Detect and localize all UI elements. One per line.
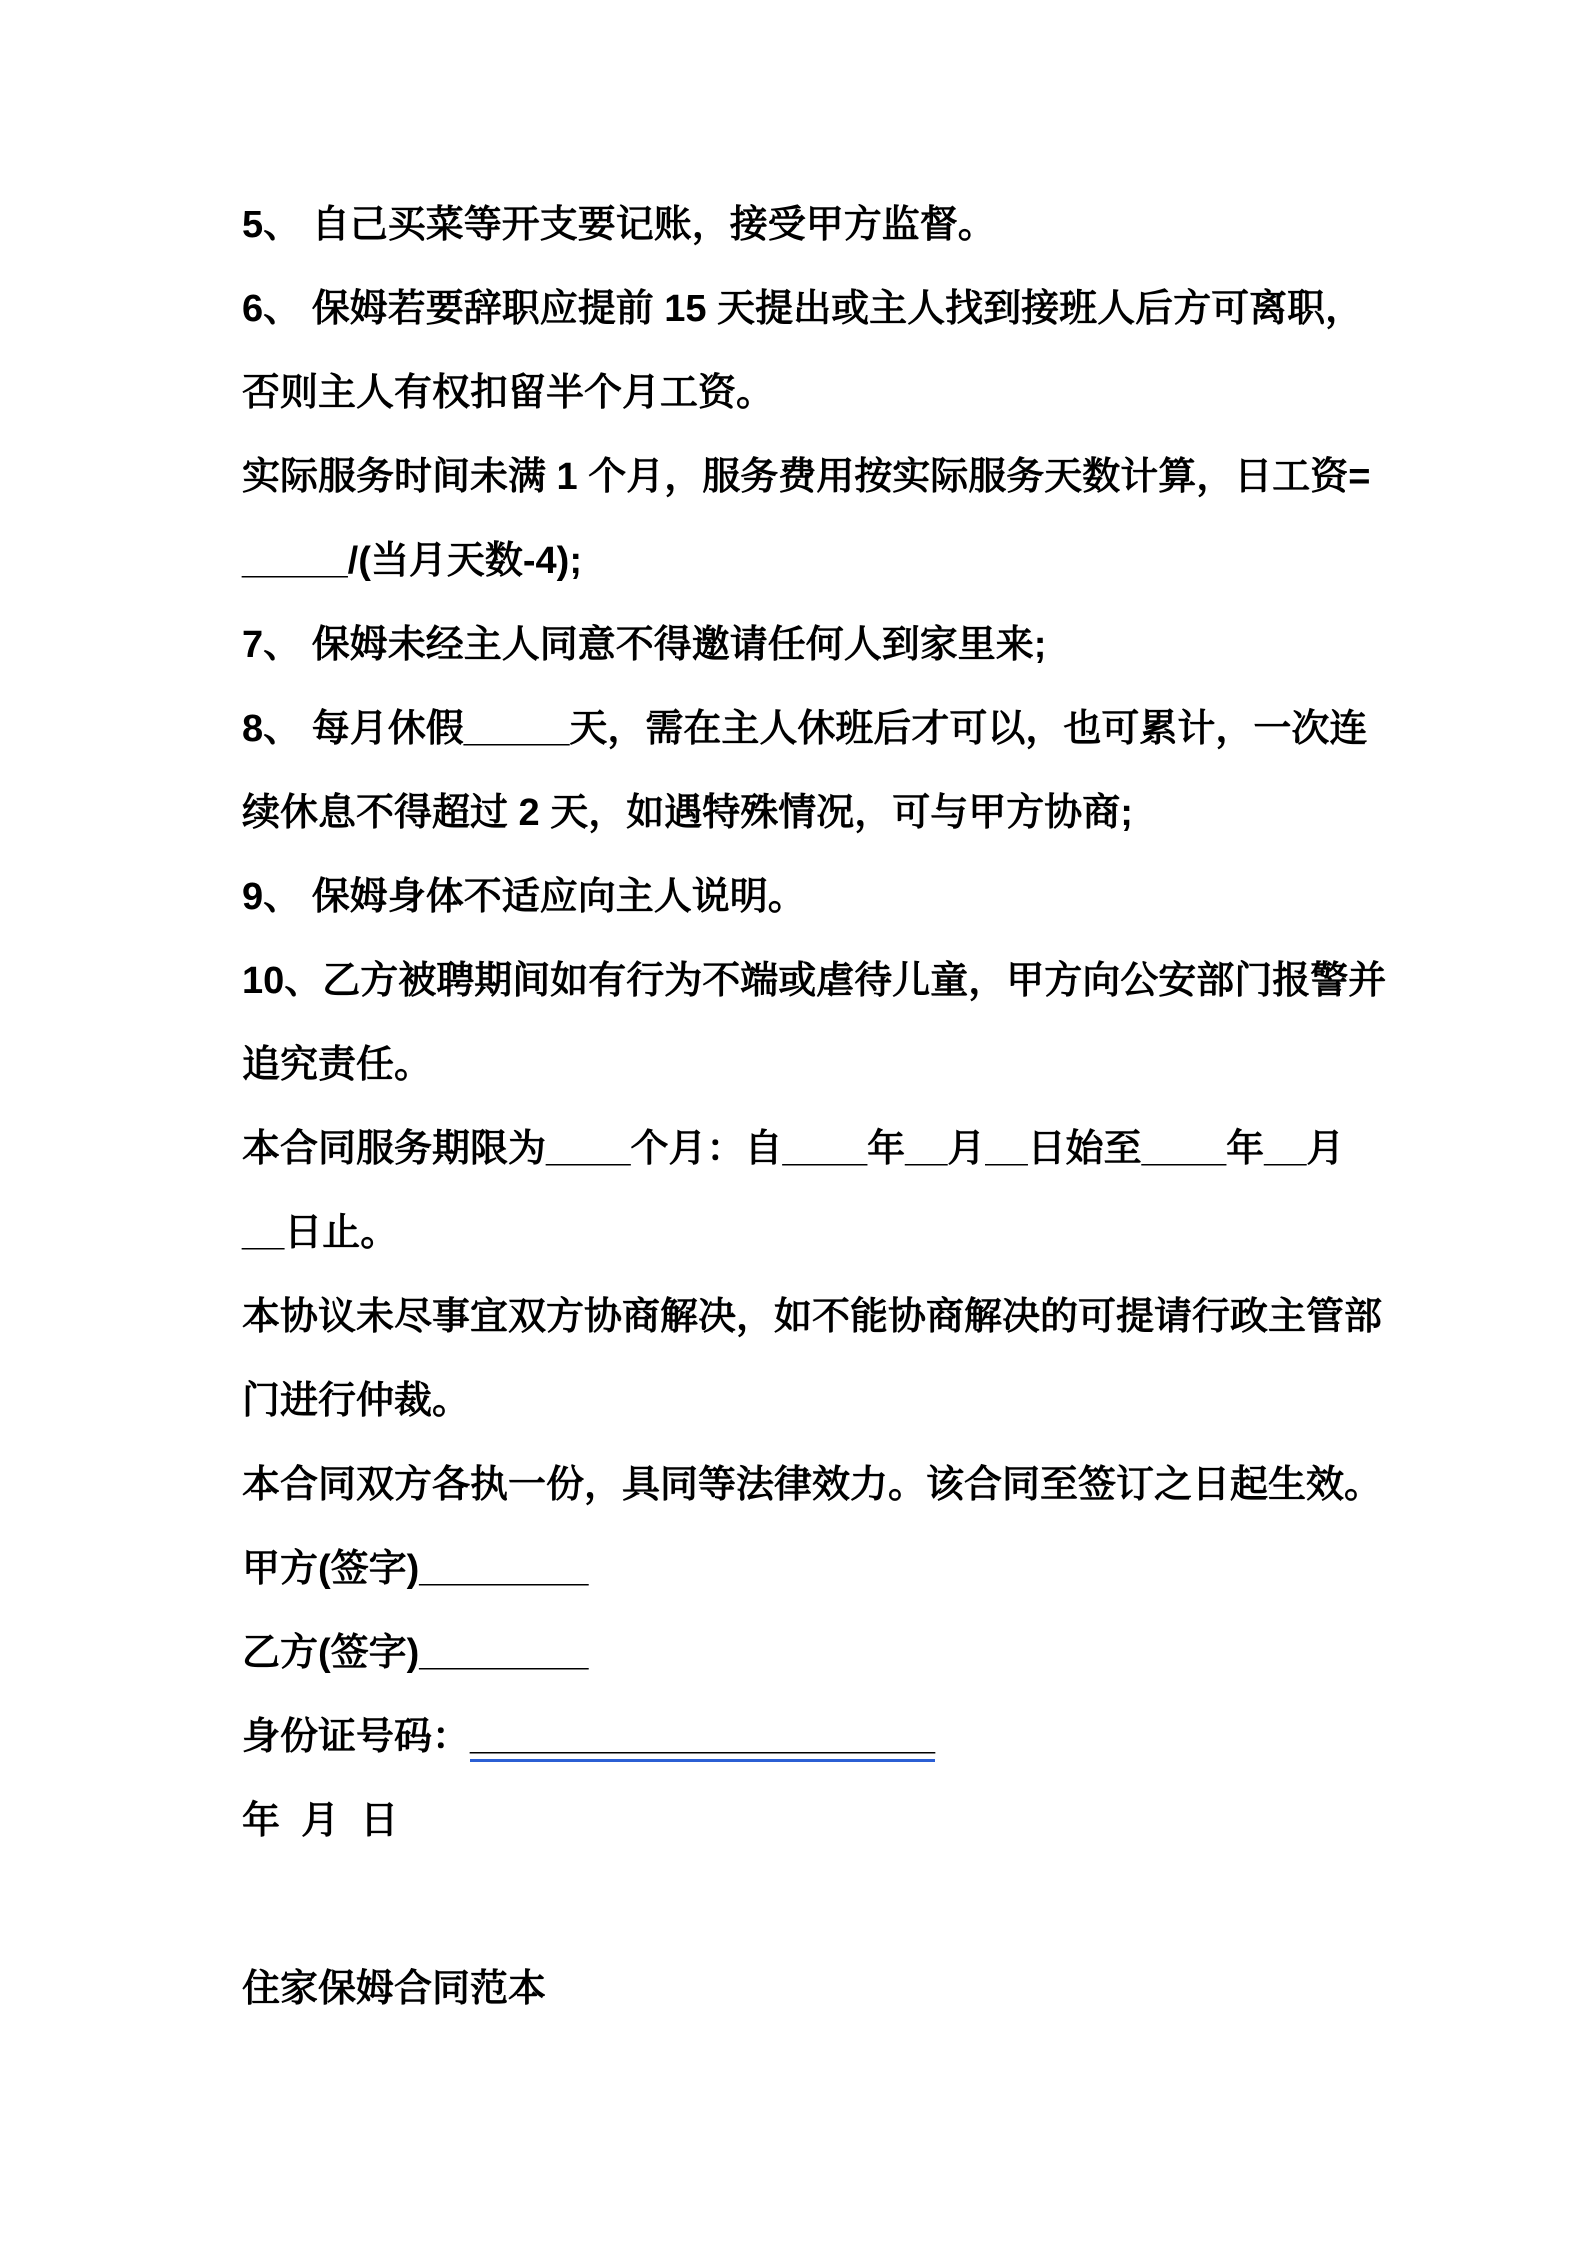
id-number-label: 身份证号码： (242, 1716, 471, 1758)
document-bottom-title: 住家保姆合同范本 (242, 1968, 547, 2010)
contract-clause-5: 5、 自己买菜等开支要记账，接受甲方监督。 (242, 204, 996, 246)
contract-term-clause-continued: __日止。 (242, 1212, 399, 1254)
date-line: 年 月 日 (242, 1800, 399, 1842)
id-number-line (242, 1695, 1466, 1779)
contract-clause-8-continued: 续休息不得超过 2 天，如遇特殊情况，可与甲方协商; (242, 792, 1133, 834)
contract-clause-6: 6、 保姆若要辞职应提前 15 天提出或主人找到接班人后方可离职， (242, 288, 1364, 330)
party-b-signature-line: 乙方(签字)________ (242, 1632, 589, 1674)
contract-clause-10-continued: 追究责任。 (242, 1044, 433, 1086)
contract-clause-8: 8、 每月休假_____天，需在主人休班后才可以，也可累计，一次连 (242, 708, 1368, 750)
contract-arbitration-clause-continued: 门进行仲裁。 (242, 1380, 471, 1422)
contract-term-clause: 本合同服务期限为____个月：自____年__月__日始至____年__月 (242, 1128, 1345, 1170)
contract-clause-10: 10、乙方被聘期间如有行为不端或虐待儿童，甲方向公安部门报警并 (242, 960, 1387, 1002)
party-a-signature-line: 甲方(签字)________ (242, 1548, 589, 1590)
id-number-blank: ______________________ (470, 1716, 935, 1762)
contract-validity-clause: 本合同双方各执一份，具同等法律效力。该合同至签订之日起生效。 (242, 1464, 1383, 1506)
contract-arbitration-clause: 本协议未尽事宜双方协商解决，如不能协商解决的可提请行政主管部 (242, 1296, 1383, 1338)
contract-clause-7: 7、 保姆未经主人同意不得邀请任何人到家里来; (242, 624, 1047, 666)
contract-wage-clause: 实际服务时间未满 1 个月，服务费用按实际服务天数计算，日工资= (242, 456, 1371, 498)
contract-wage-formula-blank: _____/(当月天数-4); (242, 540, 582, 582)
contract-clause-9: 9、 保姆身体不适应向主人说明。 (242, 876, 806, 918)
contract-clause-6-continued: 否则主人有权扣留半个月工资。 (242, 372, 775, 414)
